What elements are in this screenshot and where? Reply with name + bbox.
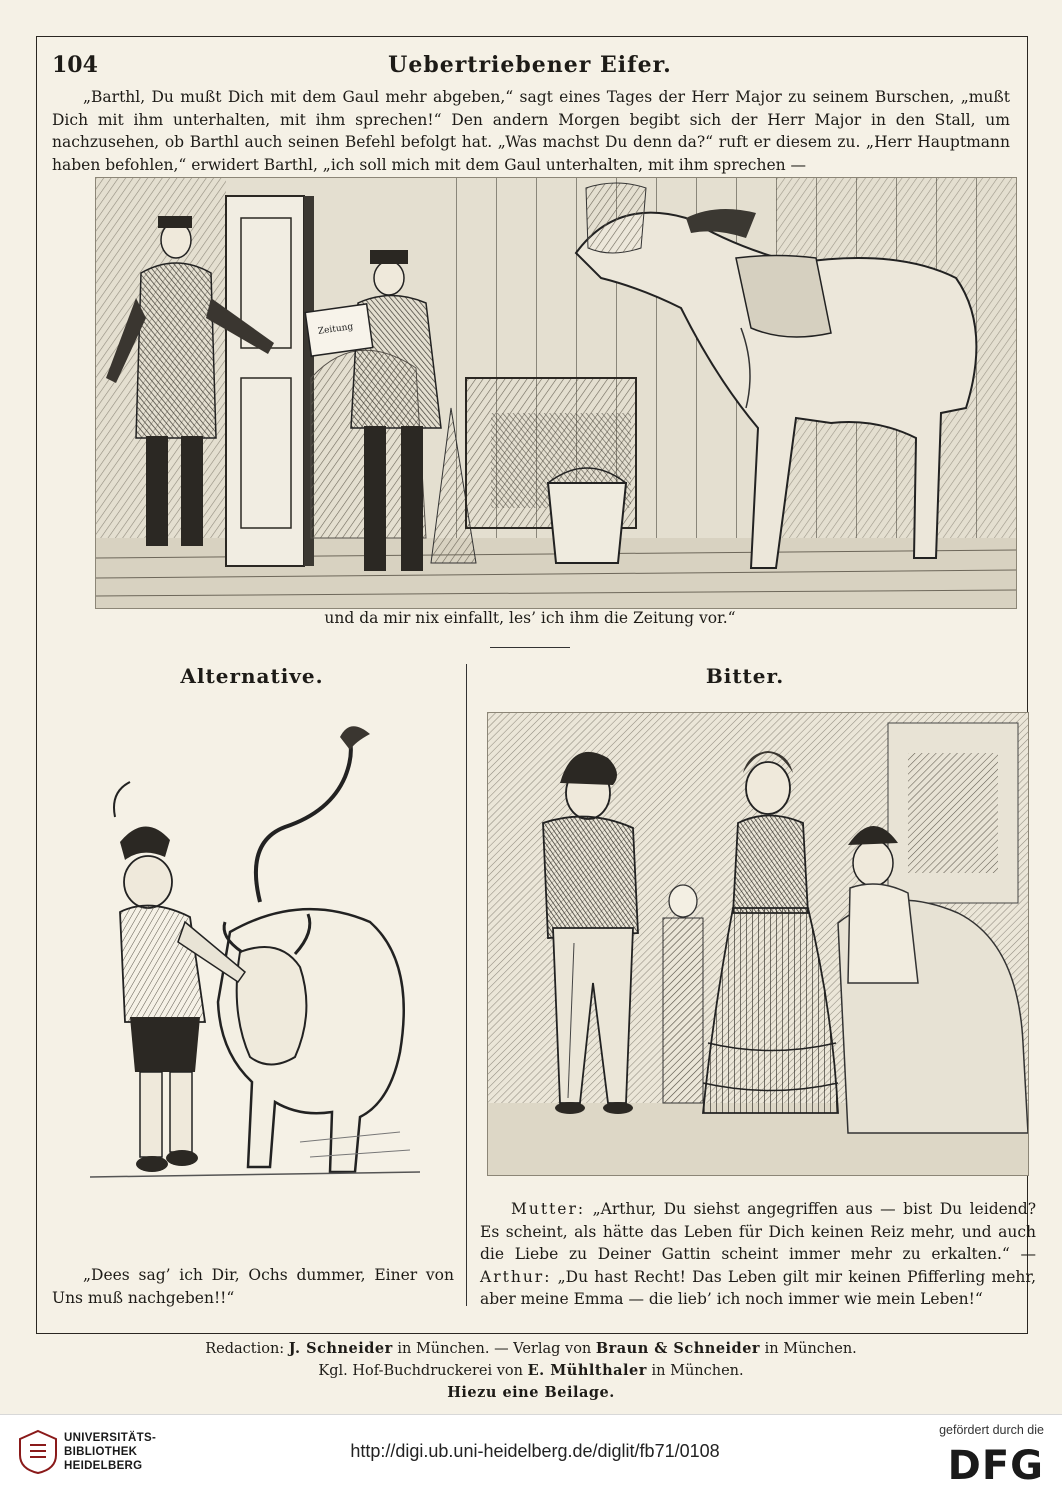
alternative-title: Alternative. <box>180 664 324 688</box>
imprint-publisher: Braun & Schneider <box>595 1340 761 1357</box>
bitter-drawing <box>488 713 1028 1175</box>
stable-illustration <box>95 177 1017 609</box>
imprint-city: in München. <box>764 1341 857 1357</box>
story-text <box>52 86 1010 176</box>
imprint-printer-city: in München. <box>651 1363 744 1379</box>
imprint-line-1 <box>36 1338 1026 1360</box>
section-separator <box>490 647 570 648</box>
bitter-caption <box>480 1198 1036 1311</box>
dfg-logo-icon: DFG <box>947 1443 1044 1489</box>
alternative-caption <box>52 1264 454 1309</box>
institution-name <box>64 1431 156 1473</box>
ox-illustration <box>70 722 440 1192</box>
funded-by-label: gefördert durch die <box>939 1423 1044 1437</box>
stable-drawing <box>96 178 1016 608</box>
bitter-caption-text <box>480 1198 1036 1311</box>
story-title: Uebertriebener Eifer. <box>388 52 672 78</box>
bitter-illustration <box>487 712 1029 1176</box>
footer-bar <box>0 1414 1062 1490</box>
speaker-mother: Mutter: <box>511 1200 586 1218</box>
ox-drawing <box>70 722 440 1192</box>
imprint-redaction-label: Redaction: <box>205 1341 285 1357</box>
imprint <box>36 1338 1026 1404</box>
bitter-title: Bitter. <box>705 664 785 688</box>
institution-line-3: HEIDELBERG <box>64 1460 143 1472</box>
imprint-editor: J. Schneider <box>288 1340 393 1357</box>
institution-line-2: BIBLIOTHEK <box>64 1446 138 1458</box>
arthur-line: „Du hast Recht! Das Leben gilt mir keinen Pfifferling mehr, aber meine Emma — die lieb’ ich noch immer wie mein Leben!“ <box>480 1267 1036 1308</box>
imprint-supplement: Hiezu eine Beilage. <box>447 1384 615 1401</box>
page-number: 104 <box>52 52 98 78</box>
story-paragraph: „Barthl, Du mußt Dich mit dem Gaul mehr abgeben,“ sagt eines Tages der Herr Major zu seinem Burschen, „mußt Dich mit ihm unterhalten, mit ihm sprechen!“ Den andern Morgen begibt sich der Herr Major in den Stall, um nachzusehen, ob Barthl auch seinen Befehl befolgt hat. „Was machst Du denn da?“ ruft er diesem zu. „Herr Hauptmann haben befohlen,“ erwidert Barthl, „ich soll mich mit dem Gaul unterhalten, mit ihm sprechen — <box>52 88 1010 174</box>
permalink-url[interactable]: http://digi.ub.uni-heidelberg.de/diglit/fb71/0108 <box>350 1441 720 1461</box>
university-seal-icon <box>18 1429 58 1475</box>
alternative-caption-text: „Dees sag’ ich Dir, Ochs dummer, Einer von Uns muß nachgeben!!“ <box>52 1266 454 1307</box>
imprint-line-2 <box>36 1360 1026 1382</box>
column-divider <box>466 664 467 1306</box>
imprint-line-3 <box>36 1382 1026 1404</box>
imprint-printer: E. Mühlthaler <box>527 1362 647 1379</box>
stable-caption: und da mir nix einfallt, les’ ich ihm die Zeitung vor.“ <box>324 609 736 627</box>
institution-line-1: UNIVERSITÄTS- <box>64 1432 157 1444</box>
newspaper-label: Zeitung <box>317 322 354 337</box>
imprint-publisher-label: in München. — Verlag von <box>397 1341 592 1357</box>
mother-line: „Arthur, Du siehst angegriffen aus — bist Du leidend? Es scheint, als hätte das Leben für Dich keinen Reiz mehr, und auch die Liebe zu Deiner Gattin scheint immer mehr zu erkalten.“ — <box>480 1200 1036 1263</box>
imprint-printer-label: Kgl. Hof-Buchdruckerei von <box>318 1363 523 1379</box>
speaker-arthur: Arthur: <box>480 1267 552 1286</box>
